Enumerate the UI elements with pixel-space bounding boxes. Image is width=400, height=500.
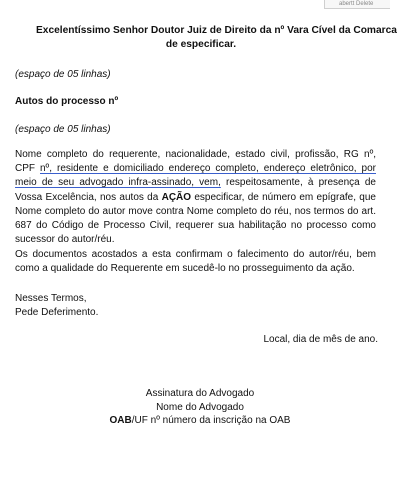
signature-line-1: Assinatura do Advogado — [145, 388, 255, 399]
closing-line-2: Pede Deferimento. — [15, 307, 99, 318]
petition-heading — [36, 24, 397, 52]
oab-text: /UF nº número da inscrição na OAB — [131, 415, 291, 426]
second-paragraph: Os documentos acostados a esta confirmam o falecimento do autor/réu, bem como a qualidade do Requerente em sucedê-lo no prosseguimento da ação. — [15, 249, 376, 275]
process-number-label: Autos do processo nº — [15, 96, 119, 107]
signature-block — [100, 387, 300, 428]
oab-label: OAB — [109, 415, 132, 426]
spacing-note-2: (espaço de 05 linhas) — [15, 124, 111, 135]
body-text-5: especificar, de número em epígrafe, que Nome completo do autor move contra Nome completo do réu, nos termos do art. 687 do Código de Processo Civil, requerer sua habilitação no processo como sucessor do autor/réu. — [15, 191, 376, 246]
body-paragraph — [15, 148, 376, 247]
spacing-note-1: (espaço de 05 linhas) — [15, 69, 111, 80]
signature-line-2: Nome do Advogado — [156, 401, 244, 413]
body-text-3: respeitosamente, à presença de Vossa Excelência, nos autos da — [15, 177, 376, 203]
closing-block — [15, 292, 98, 320]
closing-line-1: Nesses Termos, — [15, 293, 87, 304]
oab-line — [100, 414, 300, 428]
date-line: Local, dia de mês de ano. — [263, 334, 378, 345]
body-text-1: Nome completo do requerente, nacionalidade, estado civil, profissão, RG nº, CPF — [15, 149, 376, 175]
heading-line-2: de especificar. — [165, 39, 237, 50]
action-keyword: AÇÃO — [161, 191, 192, 203]
corner-note: abertt Delete — [324, 0, 390, 9]
heading-line-1: Excelentíssimo Senhor Doutor Juiz de Direito da nº Vara Cível da Comarca — [36, 25, 397, 36]
body-text-underlined: nº, residente e domiciliado endereço completo, endereço eletrônico, por meio de seu advogado infra-assinado, vem, — [15, 163, 376, 189]
